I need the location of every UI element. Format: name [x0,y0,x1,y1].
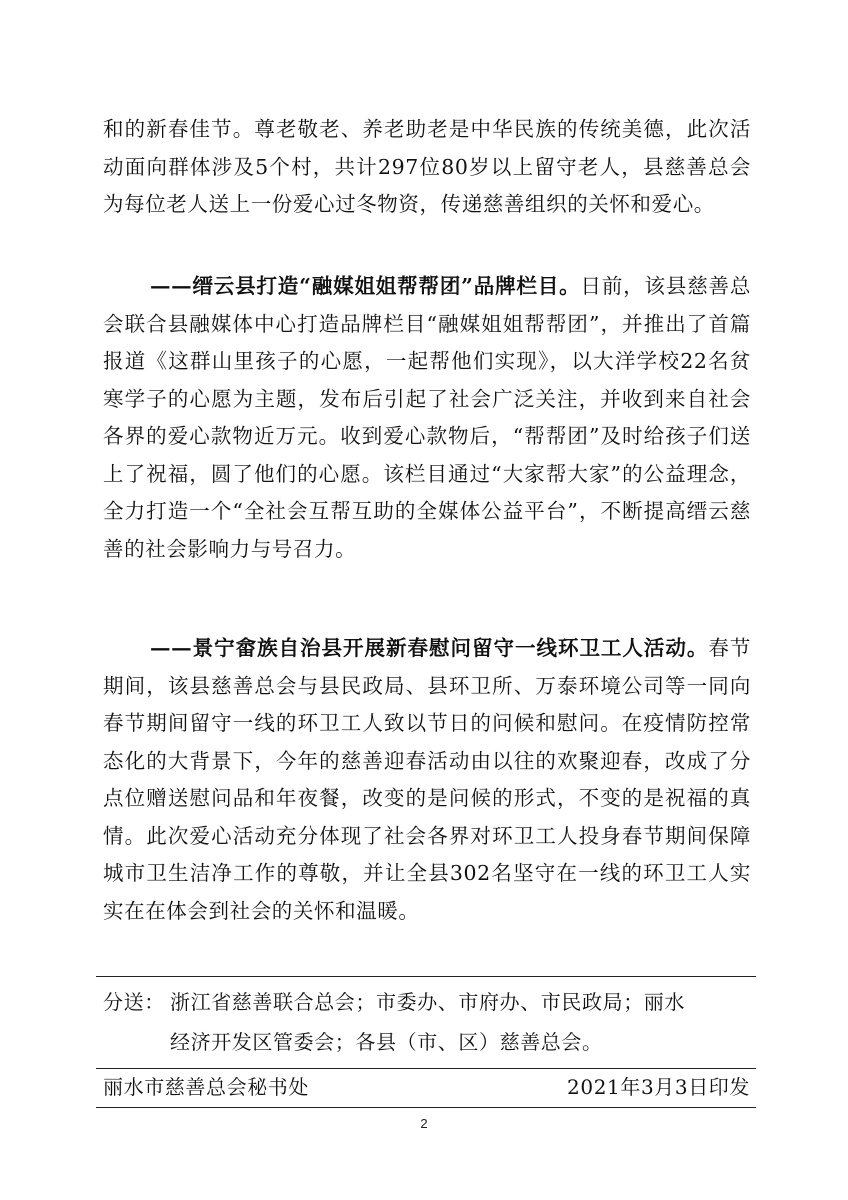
issuing-office: 丽水市慈善总会秘书处 [103,1075,309,1099]
divider-bottom [96,1107,756,1108]
item-heading-jingning: ——景宁畲族自治县开展新春慰问留守一线环卫工人活动。 [150,636,709,660]
divider-top [96,976,756,977]
distribution-label: 分送： [103,990,165,1014]
body-paragraph-3 [103,630,751,930]
distribution-line-1: 浙江省慈善联合总会；市委办、市府办、市民政局；丽水 [170,990,685,1014]
body-paragraph-2 [103,268,751,568]
item-body-jinyun: 日前，该县慈善总会联合县融媒体中心打造品牌栏目“融媒姐姐帮帮团”，并推出了首篇报道《这群山里孩子的心愿，一起帮他们实现》，以大洋学校22名贫寒学子的心愿为主题，发布后引起了社会广泛关注，并收到来自社会各界的爱心款物近万元。收到爱心款物后，“帮帮团”及时给孩子们送上了祝福，圆了他们的心愿。该栏目通过“大家帮大家”的公益理念，全力打造一个“全社会互帮互助的全媒体公益平台”，不断提高缙云慈善的社会影响力与号召力。 [103,274,751,561]
paragraph-jinyun [103,268,751,568]
page-number: 2 [420,1116,428,1131]
item-body-jingning: 春节期间，该县慈善总会与县民政局、县环卫所、万泰环境公司等一同向春节期间留守一线的环卫工人致以节日的问候和慰问。在疫情防控常态化的大背景下，今年的慈善迎春活动由以往的欢聚迎春，改成了分点位赠送慰问品和年夜餐，改变的是问候的形式，不变的是祝福的真情。此次爱心活动充分体现了社会各界对环卫工人投身春节期间保障城市卫生洁净工作的尊敬，并让全县302名坚守在一线的环卫工人实实在在体会到社会的关怀和温暖。 [103,636,751,923]
issue-date: 2021年3月3日印发 [567,1075,750,1099]
distribution-line-2: 经济开发区管委会；各县（市、区）慈善总会。 [170,1030,603,1054]
paragraph-continuation: 和的新春佳节。尊老敬老、养老助老是中华民族的传统美德，此次活动面向群体涉及5个村，共计297位80岁以上留守老人，县慈善总会为每位老人送上一份爱心过冬物资，传递慈善组织的关怀和爱心。 [103,117,751,216]
item-heading-jinyun: ——缙云县打造“融媒姐姐帮帮团”品牌栏目。 [150,274,581,298]
paragraph-jingning [103,630,751,930]
body-paragraph-1 [103,111,751,224]
